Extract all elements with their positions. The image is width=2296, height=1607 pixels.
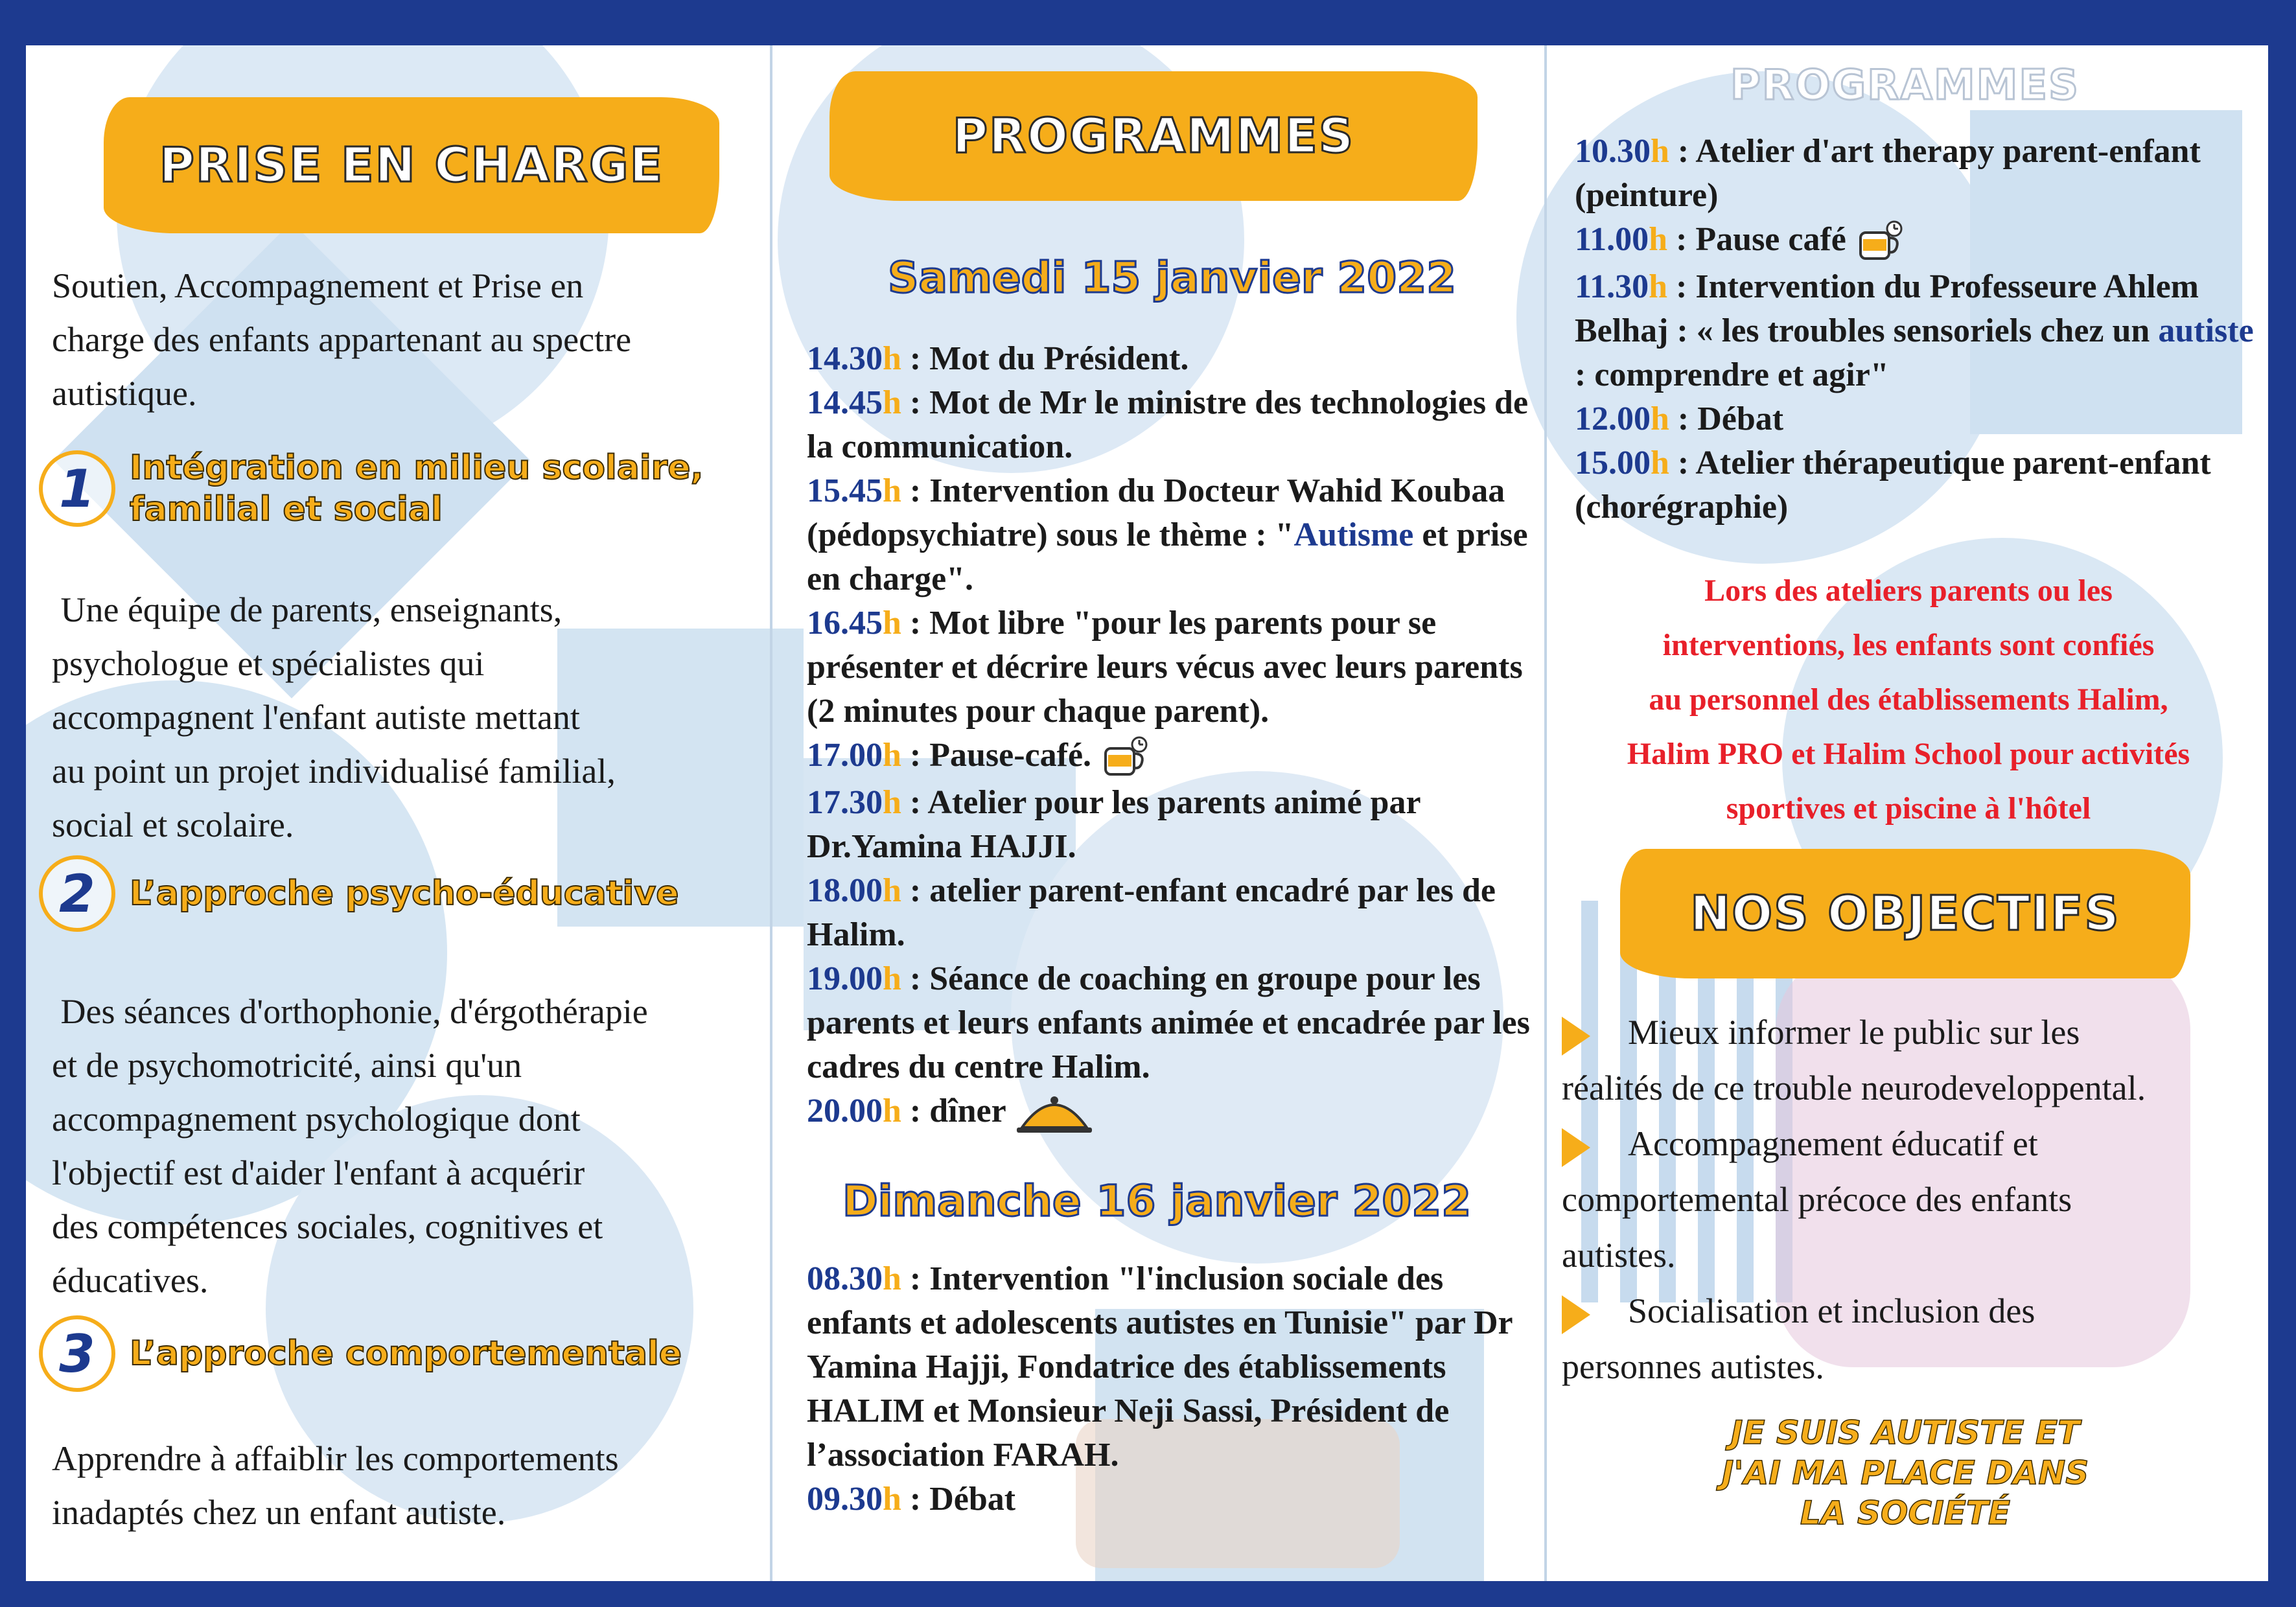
intro-line: Soutien, Accompagnement et Prise en [52,266,584,305]
time-label: 09.30 [807,1481,883,1518]
item-text: : Pause café [1667,221,1846,258]
column-title: PROGRAMMES [1730,62,2080,110]
hour-suffix: h [883,872,901,910]
programme-item [807,957,1546,1089]
time-label: 14.45 [807,384,883,421]
programme-item [807,1089,1546,1137]
section-1-text: Une équipe de parents, enseignants, psychologue et spécialistes qui accompagnent l'enfant autiste mettant au point un projet individualisé familial, social et scolaire. [52,590,616,844]
programme-item [1575,441,2262,529]
objectives-banner [1620,849,2190,978]
number-badge: 1 [39,450,115,527]
programme-item [1575,397,2262,441]
item-text: : Atelier d'art therapy parent-enfant (peinture) [1575,133,2201,214]
arrow-icon [1562,1128,1590,1167]
item-text: : atelier parent-enfant encadré par les de Halim. [807,872,1496,954]
item-text: : Intervention du Professeure Ahlem Belhaj : « les troubles sensoriels chez un [1575,268,2199,350]
item-text: : Pause-café. [901,737,1092,774]
number-badge: 2 [39,855,115,932]
children-activities-note: Lors des ateliers parents ou les interventions, les enfants sont confiés au personnel des établissements Halim, Halim PRO et Halim School pour activités sportives et piscine à l'hôtel [1627,573,2190,826]
time-label: 16.45 [807,605,883,642]
section-1-heading [39,447,703,530]
hour-suffix: h [883,1481,901,1518]
coffee-icon [1100,735,1152,781]
item-text: : Mot de Mr le ministre des technologies de la communication. [807,384,1529,465]
time-label: 12.00 [1575,400,1651,438]
hour-suffix: h [883,1093,901,1130]
item-text: et prise en charge". [807,516,1528,597]
item-text: : Séance de coaching en groupe pour les parents et leurs enfants animée et encadrée par les cadres du centre Halim. [807,960,1530,1086]
day1-date: Samedi 15 janvier 2022 [888,253,1457,303]
objectives-list [1562,1004,2268,1394]
programme-item [1575,218,2262,265]
time-label: 15.00 [1575,445,1651,482]
time-label: 11.30 [1575,268,1649,306]
section-3-text: Apprendre à affaiblir les comportements inadaptés chez un enfant autiste. [52,1439,619,1532]
programme-item [807,381,1546,469]
section-2-heading [39,855,679,932]
section-title: Intégration en milieu scolaire, familial et social [130,448,704,529]
item-text: : Atelier thérapeutique parent-enfant (chorégraphie) [1575,445,2211,526]
arrow-icon [1562,1017,1590,1056]
programme-item [807,337,1546,381]
time-label: 10.30 [1575,133,1651,170]
programme-item [1575,265,2262,397]
objectives-title: NOS OBJECTIFS [1690,886,2120,942]
time-label: 17.00 [807,737,883,774]
hour-suffix: h [883,1260,901,1297]
hour-suffix: h [883,472,901,509]
item-text: : dîner [901,1093,1006,1130]
number-badge: 3 [39,1315,115,1392]
time-label: 08.30 [807,1260,883,1297]
programme-item [807,1477,1546,1521]
time-label: 14.30 [807,340,883,377]
section-title: L’approche psycho-éducative [130,874,679,913]
intro-line: charge des enfants appartenant au spectre [52,320,632,359]
hour-suffix: h [883,384,901,421]
time-label: 18.00 [807,872,883,910]
column-title: PRISE EN CHARGE [159,137,664,193]
cloche-icon [1015,1091,1093,1137]
item-text: : Intervention "l'inclusion sociale des enfants et adolescents autistes en Tunisie" par Dr Yamina Hajji, Fondatrice des établissements HALIM et Monsieur Neji Sassi, Président de l’association FARAH. [807,1260,1513,1474]
objective-item: Socialisation et inclusion des personnes autistes. [1562,1291,2035,1386]
hour-suffix: h [883,605,901,642]
arrow-icon [1562,1295,1590,1334]
hour-suffix: h [1649,221,1668,258]
sunday-programme-list [1575,130,2262,529]
hour-suffix: h [1651,133,1669,170]
column-title: PROGRAMMES [952,108,1355,164]
time-label: 15.45 [807,472,883,509]
time-label: 11.00 [1575,221,1649,258]
item-text: : Atelier pour les parents animé par Dr.Yamina HAJJI. [807,784,1421,866]
item-text: : Débat [901,1481,1016,1518]
section-3-heading [39,1315,682,1392]
item-text: : Mot du Président. [901,340,1189,377]
day1-programme-list [807,337,1546,1137]
day2-programme-list [807,1257,1546,1521]
hour-suffix: h [883,737,901,774]
programme-item [807,601,1546,734]
section-title: L’approche comportementale [130,1334,682,1373]
item-text: : comprendre et agir" [1575,356,1889,394]
highlight-word: Autisme [1293,516,1414,553]
programme-item [807,781,1546,869]
intro-text [52,259,752,421]
hour-suffix: h [883,784,901,822]
item-text: : Débat [1669,400,1784,438]
day2-date: Dimanche 16 janvier 2022 [842,1176,1472,1226]
time-label: 17.30 [807,784,883,822]
hour-suffix: h [883,340,901,377]
programme-item [807,734,1546,781]
hour-suffix: h [1651,400,1669,438]
programme-item [807,869,1546,957]
intro-line: autistique. [52,374,197,413]
item-text: : Mot libre "pour les parents pour se présenter et décrire leurs vécus avec leurs parents (2 minutes pour chaque parent). [807,605,1523,730]
objective-item: Mieux informer le public sur les réalités de ce trouble neurodeveloppental. [1562,1013,2146,1107]
title-banner [829,71,1478,201]
title-banner [104,97,719,233]
highlight-word: autiste [2158,312,2254,350]
hour-suffix: h [883,960,901,998]
item-text: : Intervention du Docteur Wahid Koubaa (pédopsychiatre) sous le thème : " [807,472,1505,553]
objective-item: Accompagnement éducatif et comportemental précoce des enfants autistes. [1562,1124,2072,1275]
programme-item [807,1257,1546,1477]
time-label: 19.00 [807,960,883,998]
programme-item [1575,130,2262,218]
hour-suffix: h [1649,268,1668,306]
slogan: JE SUIS AUTISTE ET J'AI MA PLACE DANS LA SOCIÉTÉ [1721,1414,2089,1532]
time-label: 20.00 [807,1093,883,1130]
programme-item [807,469,1546,601]
section-2-text: Des séances d'orthophonie, d'érgothérapie et de psychomotricité, ainsi qu'un accompagnement psychologique dont l'objectif est d'aider l'enfant à acquérir des compétences sociales, cognitives et éducatives. [52,992,648,1300]
brochure-page [26,45,2268,1581]
coffee-icon [1855,220,1907,265]
hour-suffix: h [1651,445,1669,482]
